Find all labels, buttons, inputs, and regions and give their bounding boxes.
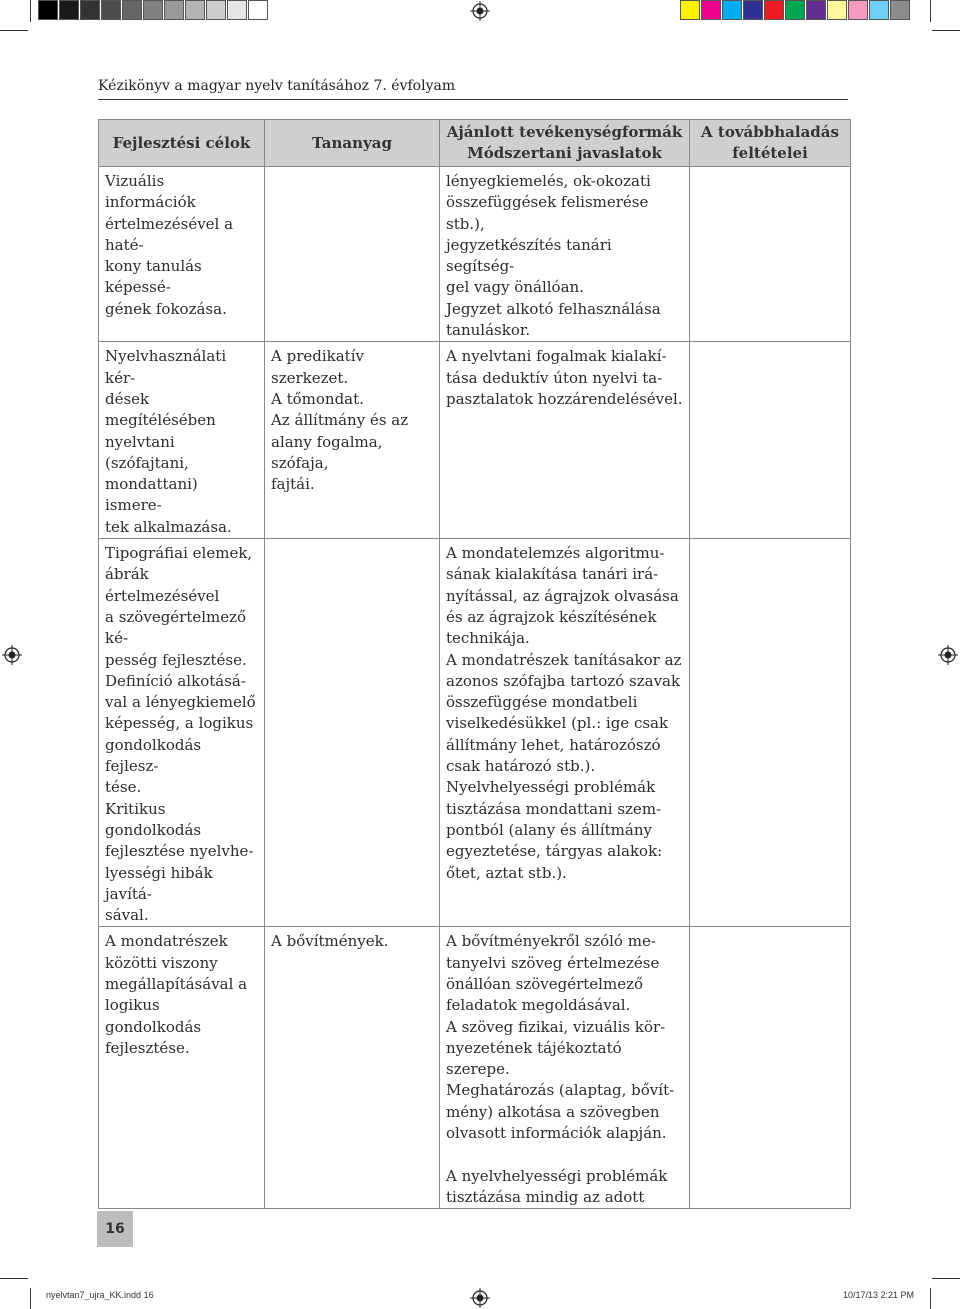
crop-mark <box>932 1278 960 1279</box>
header-development-goals: Fejlesztési célok <box>99 120 265 167</box>
activities-cell: lényegkiemelés, ok-okozati összefüggések felismerése stb.), jegyzetkészítés tanári segítség- gel vagy önállóan. Jegyzet alkotó felhasználása tanuláskor. <box>440 167 690 342</box>
conditions-cell <box>690 539 851 927</box>
grayscale-color-bar <box>38 0 269 22</box>
goals-cell: Nyelvhasználati kér- dések megítélésében nyelvtani (szófajtani, mondattani) ismere- tek alkalmazása. <box>99 342 265 539</box>
color-swatch <box>248 0 268 20</box>
conditions-cell <box>690 167 851 342</box>
color-swatch <box>143 0 163 20</box>
color-swatch <box>806 0 826 20</box>
table-row <box>99 539 851 927</box>
color-swatch <box>890 0 910 20</box>
color-swatch <box>80 0 100 20</box>
registration-target-icon <box>2 645 22 665</box>
color-swatch <box>848 0 868 20</box>
table-row <box>99 167 851 342</box>
table-header-row <box>99 120 851 167</box>
goals-cell: Tipográfiai elemek, ábrák értelmezésével a szövegértelmező ké- pesség fejlesztése. Definíció alkotásá- val a lényegkiemelő képesség, a logikus gondolkodás fejlesz- tése. Kritikus gondolkodás fejlesztése nyelvhe- lyességi hibák javítá- sával. <box>99 539 265 927</box>
curriculum-table <box>98 119 851 1209</box>
color-swatch <box>227 0 247 20</box>
material-cell <box>265 539 440 927</box>
header-progress-conditions: A továbbhaladás feltételei <box>690 120 851 167</box>
slug-filename: nyelvtan7_ujra_KK.indd 16 <box>46 1290 154 1300</box>
color-swatch <box>59 0 79 20</box>
goals-cell: A mondatrészek közötti viszony megállapításával a logikus gondolkodás fejlesztése. <box>99 927 265 1209</box>
activities-cell: A nyelvtani fogalmak kialakí- tása deduktív úton nyelvi ta- pasztalatok hozzárendelésével. <box>440 342 690 539</box>
crop-mark <box>0 1278 28 1279</box>
color-swatch <box>743 0 763 20</box>
color-swatch <box>38 0 58 20</box>
crop-mark <box>30 1288 31 1309</box>
color-swatch <box>827 0 847 20</box>
color-swatch <box>185 0 205 20</box>
activities-cell: A mondatelemzés algoritmu- sának kialakítása tanári irá- nyítással, az ágrajzok olvasása és az ágrajzok készítésének technikája. A mondatrészek tanításakor az azonos szófajba tartozó szavak összefüggése mondatbeli viselkedésükkel (pl.: ige csak állítmány lehet, határozószó csak határozó stb.). Nyelvhelyességi problémák tisztázása mondattani szem- pontból (alany és állítmány egyeztetése, tárgyas alakok: őtet, aztat stb.). <box>440 539 690 927</box>
registration-target-icon <box>470 1 490 21</box>
color-swatch <box>701 0 721 20</box>
table-row <box>99 342 851 539</box>
crop-mark <box>930 0 931 22</box>
conditions-cell <box>690 927 851 1209</box>
color-swatch <box>101 0 121 20</box>
conditions-cell <box>690 342 851 539</box>
material-cell <box>265 167 440 342</box>
table-row <box>99 927 851 1209</box>
color-swatch <box>206 0 226 20</box>
crop-mark <box>0 30 28 31</box>
color-swatch <box>764 0 784 20</box>
running-head: Kézikönyv a magyar nyelv tanításához 7. évfolyam <box>98 78 848 100</box>
header-curriculum: Tananyag <box>265 120 440 167</box>
color-swatch <box>680 0 700 20</box>
page-number: 16 <box>97 1211 133 1247</box>
crop-mark <box>30 0 31 22</box>
activities-cell: A bővítményekről szóló me- tanyelvi szöveg értelmezése önállóan szövegértelmező feladatok megoldásával. A szöveg fizikai, vizuális kör- nyezetének tájékoztató szerepe. Meghatározás (alaptag, bővít- mény) alkotása a szövegben olvasott információk alapján. A nyelvhelyességi problémák tisztázása mindig az adott <box>440 927 690 1209</box>
color-swatch <box>785 0 805 20</box>
color-swatch <box>122 0 142 20</box>
material-cell: A bővítmények. <box>265 927 440 1209</box>
goals-cell: Vizuális információk értelmezésével a haté- kony tanulás képessé- gének fokozása. <box>99 167 265 342</box>
slug-date: 10/17/13 2:21 PM <box>843 1290 915 1300</box>
process-color-bar <box>680 0 911 22</box>
registration-target-icon <box>470 1288 490 1308</box>
crop-mark <box>932 30 960 31</box>
crop-mark <box>930 1288 931 1309</box>
header-activities: Ajánlott tevékenységformák Módszertani javaslatok <box>440 120 690 167</box>
color-swatch <box>722 0 742 20</box>
color-swatch <box>869 0 889 20</box>
registration-target-icon <box>938 645 958 665</box>
color-swatch <box>164 0 184 20</box>
material-cell: A predikatív szerkezet. A tőmondat. Az állítmány és az alany fogalma, szófaja, fajtái. <box>265 342 440 539</box>
